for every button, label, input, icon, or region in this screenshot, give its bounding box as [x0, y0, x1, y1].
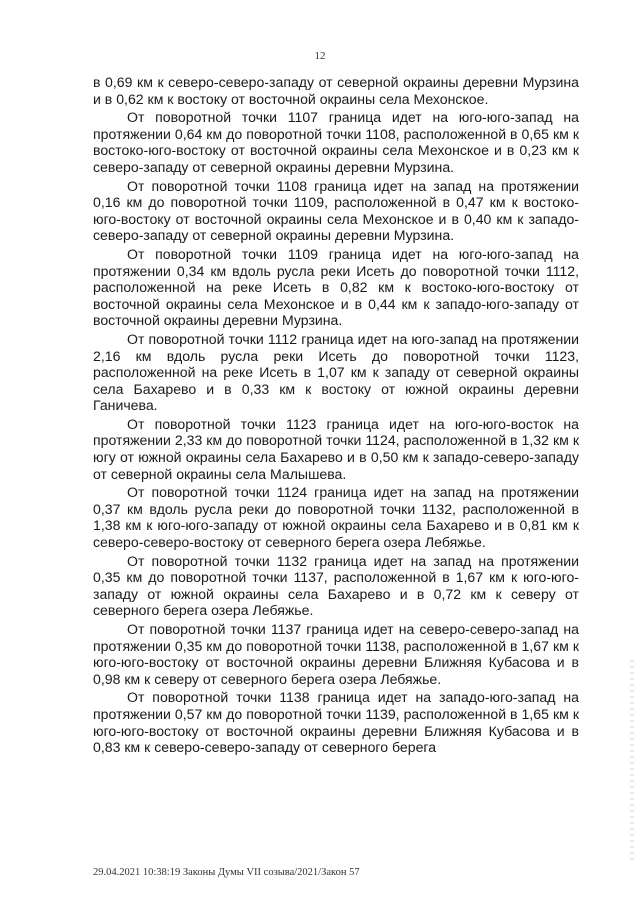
page-number: 12: [314, 50, 326, 62]
paragraph: От поворотной точки 1132 граница идет на запад на протяжении 0,35 км до поворотной точки 1137, расположенной в 1,67 км к юго-юго-западу от южной окраины села Бахарево и в 0,72 км к северу от северного берега озера Лебяжье.: [93, 552, 579, 619]
footer-document-stamp: 29.04.2021 10:38:19 Законы Думы VII созыва/2021/Закон 57: [93, 867, 360, 878]
paragraph: От поворотной точки 1138 граница идет на западо-юго-запад на протяжении 0,57 км до поворотной точки 1139, расположенной в 1,65 км к юго-юго-востоку от восточной окраины деревни Ближняя Кубасова и в 0,83 км к северо-северо-западу от северного берега: [93, 689, 579, 756]
margin-stamp-mark: [630, 660, 634, 860]
paragraph: От поворотной точки 1108 граница идет на запад на протяжении 0,16 км до поворотной точки 1109, расположенной в 0,47 км к востоко-юго-востоку от восточной окраины села Мехонское и в 0,40 км к западо-северо-западу от северной окраины деревни Мурзина.: [93, 177, 579, 244]
paragraph: От поворотной точки 1109 граница идет на юго-юго-запад на протяжении 0,34 км вдоль русла реки Исеть до поворотной точки 1112, расположенной на реке Исеть в 0,82 км к востоко-юго-востоку от восточной окраины села Мехонское и в 0,44 км к западо-юго-западу от восточной окраины деревни Мурзина.: [93, 245, 579, 329]
paragraph: От поворотной точки 1137 граница идет на северо-северо-запад на протяжении 0,35 км до поворотной точки 1138, расположенной в 1,67 км к юго-юго-востоку от восточной окраины деревни Ближняя Кубасова и в 0,98 км к северу от северного берега озера Лебяжье.: [93, 621, 579, 687]
paragraph: От поворотной точки 1107 граница идет на юго-юго-запад на протяжении 0,64 км до поворотной точки 1108, расположенной в 0,65 км к востоко-юго-востоку от восточной окраины села Мехонское и в 0,23 км к северо-западу от северной окраины деревни Мурзина.: [93, 109, 579, 175]
paragraph: От поворотной точки 1112 граница идет на юго-запад на протяжении 2,16 км вдоль русла реки Исеть до поворотной точки 1123, расположенной на реке Исеть в 1,07 км к западу от северной окраины села Бахарево и в 0,33 км к востоку от южной окраины деревни Ганичева.: [93, 330, 579, 414]
document-body: [93, 74, 579, 758]
paragraph: От поворотной точки 1124 граница идет на запад на протяжении 0,37 км вдоль русла реки до поворотной точки 1132, расположенной в 1,38 км к юго-юго-западу от южной окраины села Бахарево и в 0,81 км к северо-северо-востоку от северного берега озера Лебяжье.: [93, 484, 579, 551]
paragraph: От поворотной точки 1123 граница идет на юго-юго-восток на протяжении 2,33 км до поворотной точки 1124, расположенной в 1,32 км к югу от южной окраины села Бахарево и в 0,50 км к западо-северо-западу от северной окраины села Малышева.: [93, 415, 579, 482]
paragraph: в 0,69 км к северо-северо-западу от северной окраины деревни Мурзина и в 0,62 км к востоку от восточной окраины села Мехонское.: [93, 74, 579, 107]
